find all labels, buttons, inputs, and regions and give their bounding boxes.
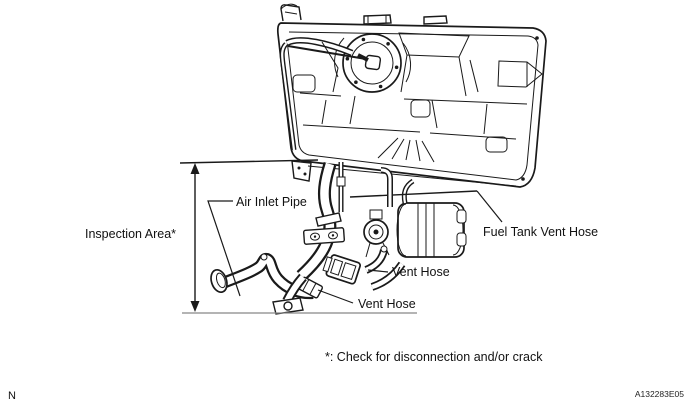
footnote-text: *: Check for disconnection and/or crack [325,350,543,364]
pipe-assembly-drawing [208,162,477,314]
hose-clamp [304,228,345,245]
fuel-tank-vent-hose-leader [477,191,502,222]
fuel-tank-vent-hose-pipe [350,191,477,197]
vent-hose-lower-leader [318,290,353,303]
fuel-tank-vent-hose-label: Fuel Tank Vent Hose [483,225,599,239]
vent-hose-upper-label: Vent Hose [392,265,450,279]
tank-bolt-dot [521,177,525,181]
tank-bolt-dot [535,36,539,40]
air-inlet-end [208,268,229,295]
inspection-area-label: Inspection Area* [85,227,177,241]
dimension-arrow-down [191,301,200,312]
page-marker: N [8,390,16,402]
air-inlet-pipe-label: Air Inlet Pipe [236,195,307,209]
fuel-tank-drawing [278,4,546,187]
tank-stamped-details [293,33,542,186]
vent-hose-lower-label: Vent Hose [358,297,416,311]
dimension-arrow-up [191,163,200,174]
figure-code: A132283E05 [634,389,684,399]
connector-block [322,253,361,284]
